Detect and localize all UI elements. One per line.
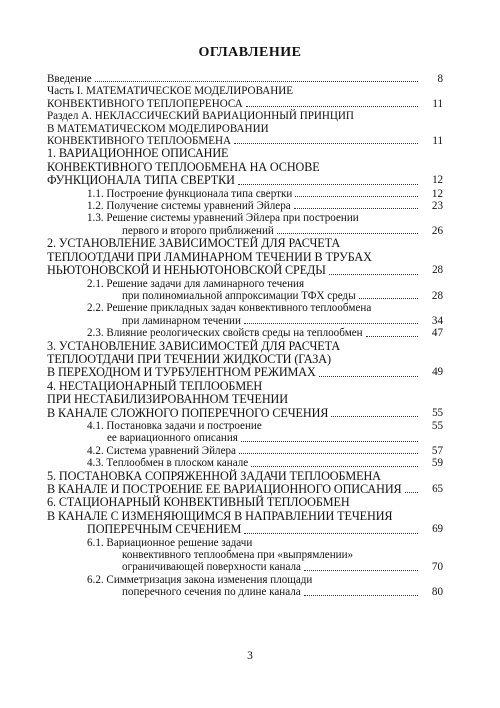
toc-page-number: 65: [432, 483, 443, 495]
toc-page-number: 26: [431, 224, 443, 237]
toc-entry-chapter-2: [47, 237, 443, 277]
toc-entry-title: Раздел А. НЕКЛАССИЧЕСКИЙ ВАРИАЦИОННЫЙ ПРИНЦИП: [47, 110, 354, 123]
toc-entry-title-cont: ограничивающей поверхности канала: [122, 561, 301, 574]
toc-entry-title-cont: ПРИ НЕСТАБИЛИЗИРОВАННОМ ТЕЧЕНИИ: [47, 392, 288, 407]
toc-page-number: 55: [431, 419, 443, 432]
toc-entry-title: 3. УСТАНОВЛЕНИЕ ЗАВИСИМОСТЕЙ ДЛЯ РАСЧЕТА: [47, 338, 341, 353]
toc-page-number: 8: [437, 73, 443, 85]
toc-page-number: 80: [431, 586, 443, 599]
toc-page-number: 12: [432, 174, 443, 187]
toc-entry-title: 1. ВАРИАЦИОННОЕ ОПИСАНИЕ: [47, 146, 229, 161]
toc-entry-title-cont: ТЕПЛООТДАЧИ ПРИ ТЕЧЕНИИ ЖИДКОСТИ (ГАЗА): [47, 351, 331, 366]
toc-entry-title: 4. НЕСТАЦИОНАРНЫЙ ТЕПЛООБМЕН: [47, 378, 263, 393]
toc-entry-intro: [47, 73, 443, 85]
toc-entry-title-cont: КОНВЕКТИВНОГО ТЕПЛООБМЕНА НА ОСНОВЕ: [47, 159, 320, 174]
toc-entry-title-cont: конвективного теплообмена при «выпрямлении»: [122, 549, 354, 562]
toc-page-number: 28: [431, 289, 443, 302]
toc-entry-chapter-4: [47, 380, 443, 420]
toc-entry-title: 1.3. Решение системы уравнений Эйлера при построении: [87, 212, 359, 225]
page-title: ОГЛАВЛЕНИЕ: [198, 45, 302, 60]
toc-entry-2-1: [47, 278, 443, 303]
toc-entry-chapter-3: [47, 340, 443, 380]
toc-entry-title-cont: поперечного сечения по длине канала: [122, 586, 301, 599]
toc-entry-chapter-6: [47, 496, 443, 536]
toc-entry-title: 4.3. Теплообмен в плоском канале: [87, 457, 249, 470]
toc-entry-title: Часть I. МАТЕМАТИЧЕСКОЕ МОДЕЛИРОВАНИЕ: [47, 85, 294, 98]
toc-entry-1-2: [47, 200, 443, 212]
toc-page-number: 47: [431, 327, 443, 340]
toc-entry-1-3: [47, 212, 443, 237]
toc-entry-title-cont: В МАТЕМАТИЧЕСКОМ МОДЕЛИРОВАНИИ: [47, 122, 269, 135]
toc-page-number: 23: [431, 200, 443, 213]
toc-entry-title-cont: ФУНКЦИОНАЛА ТИПА СВЕРТКИ: [47, 173, 235, 188]
toc-entry-title-cont: КОНВЕКТИВНОГО ТЕПЛОПЕРЕНОСА: [47, 97, 243, 110]
toc-entry-4-2: [47, 445, 443, 457]
toc-entry-2-2: [47, 302, 443, 327]
toc-page-number: 11: [432, 135, 443, 148]
toc-entry-title-cont: КОНВЕКТИВНОГО ТЕПЛООБМЕНА: [47, 135, 231, 148]
toc-page-number: 11: [432, 97, 443, 110]
toc-page-number: 49: [432, 366, 443, 379]
toc-entry-title-cont: при полиномиальной аппроксимации ТФХ среды: [122, 289, 356, 302]
table-of-contents: [47, 73, 443, 599]
toc-page-number: 59: [431, 457, 443, 470]
toc-entry-title-cont: ТЕПЛООТДАЧИ ПРИ ЛАМИНАРНОМ ТЕЧЕНИИ В ТРУБАХ: [47, 249, 372, 264]
toc-page-number: 70: [431, 561, 443, 574]
toc-entry-title: 2.2. Решение прикладных задач конвективного теплообмена: [87, 302, 372, 315]
page-number: 3: [247, 650, 253, 662]
toc-entry-title: 2.3. Влияние реологических свойств среды на теплообмен: [87, 327, 363, 340]
toc-page-number: 12: [431, 187, 443, 200]
toc-entry-part1: [47, 85, 443, 110]
toc-entry-title-cont: первого и второго приближений: [122, 224, 274, 237]
toc-entry-title: 2.1. Решение задачи для ламинарного течения: [87, 277, 305, 290]
toc-entry-title: 6.1. Вариационное решение задачи: [87, 536, 253, 549]
toc-page-number: 55: [432, 406, 443, 419]
toc-entry-title-cont: при ламинарном течении: [122, 314, 241, 327]
toc-entry-4-1: [47, 420, 443, 445]
toc-entry-6-2: [47, 574, 443, 599]
toc-page-number: 34: [431, 314, 443, 327]
toc-entry-section-a: [47, 110, 443, 147]
toc-entry-6-1: [47, 537, 443, 574]
toc-page-number: 28: [432, 264, 443, 277]
toc-entry-title-cont: ПОПЕРЕЧНЫМ СЕЧЕНИЕМ: [87, 522, 242, 537]
toc-entry-title: 4.1. Постановка задачи и построение: [87, 419, 262, 432]
toc-entry-chapter-1: [47, 147, 443, 187]
toc-entry-title-cont: В КАНАЛЕ СЛОЖНОГО ПОПЕРЕЧНОГО СЕЧЕНИЯ: [47, 405, 329, 420]
toc-page-number: 69: [432, 523, 443, 536]
toc-entry-title: 6. СТАЦИОНАРНЫЙ КОНВЕКТИВНЫЙ ТЕПЛООБМЕН: [47, 495, 350, 510]
toc-entry-1-1: [47, 188, 443, 200]
toc-entry-title: 1.2. Получение системы уравнений Эйлера: [87, 200, 291, 213]
toc-entry-chapter-5: [47, 470, 443, 497]
toc-entry-title: Введение: [47, 73, 92, 85]
toc-entry-title-cont: ее вариационного описания: [107, 432, 238, 445]
toc-entry-title: 1.1. Построение функционала типа свертки: [87, 187, 293, 200]
toc-entry-title: 4.2. Система уравнений Эйлера: [87, 444, 236, 457]
toc-entry-title: 6.2. Симметризация закона изменения площади: [87, 573, 313, 586]
toc-entry-title: 5. ПОСТАНОВКА СОПРЯЖЕННОЙ ЗАДАЧИ ТЕПЛООБМЕНА: [47, 468, 381, 483]
toc-entry-title-cont: НЬЮТОНОВСКОЙ И НЕНЬЮТОНОВСКОЙ СРЕДЫ: [47, 263, 326, 278]
toc-entry-4-3: [47, 457, 443, 469]
toc-entry-title: 2. УСТАНОВЛЕНИЕ ЗАВИСИМОСТЕЙ ДЛЯ РАСЧЕТА: [47, 236, 341, 251]
toc-page-number: 57: [431, 444, 443, 457]
toc-entry-title-cont: В КАНАЛЕ С ИЗМЕНЯЮЩИМСЯ В НАПРАВЛЕНИИ ТЕЧЕНИЯ: [47, 508, 393, 523]
toc-entry-2-3: [47, 327, 443, 339]
toc-entry-title-cont: В ПЕРЕХОДНОМ И ТУРБУЛЕНТНОМ РЕЖИМАХ: [47, 365, 316, 380]
toc-entry-title-cont: В КАНАЛЕ И ПОСТРОЕНИЕ ЕЕ ВАРИАЦИОННОГО ОПИСАНИЯ: [47, 482, 402, 496]
